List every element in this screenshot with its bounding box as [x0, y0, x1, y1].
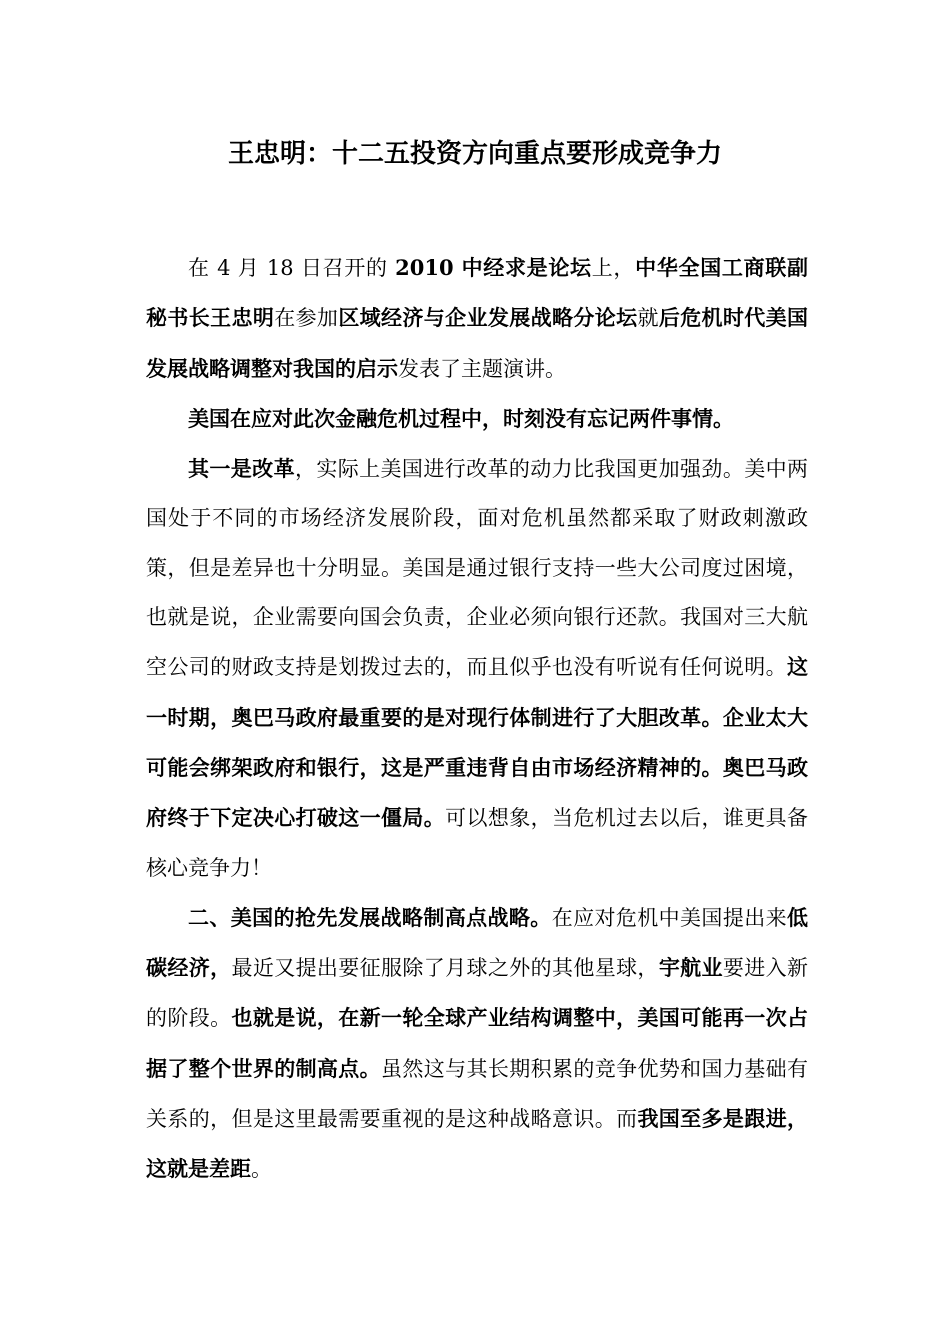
article-body	[146, 243, 808, 1195]
paragraph-1	[146, 243, 808, 394]
bold-text-run: 2010 中经求是论坛	[395, 255, 592, 280]
bold-text-run: 区域经济与企业发展战略分论坛	[338, 305, 638, 331]
paragraph-3	[146, 444, 808, 893]
text-run: 上，	[591, 256, 636, 280]
bold-text-run: 二、美国的抢先发展战略制高点战略。	[188, 904, 552, 930]
text-run: 发表了主题演讲。	[398, 356, 566, 381]
text-run: 最近又提出要征服除了月球之外的其他星球，	[231, 956, 659, 981]
bold-text-run: 其一是改革	[188, 456, 295, 482]
text-run: ，实际上美国进行改革的动力比我国更加强劲。美中两国处于不同的市场经济发展阶段，面对危机虽然都采取了财政刺激政策，但是差异也十分明显。美国是通过银行支持一些大公司度过困境，也就是说，企业需要向国会负责，企业必须向银行还款。我国对三大航空公司的财政支持是划拨过去的，而且似乎也没有听说有任何说明。	[146, 457, 809, 680]
bold-text-run: 这一时期，奥巴马政府最重要的是对现行体制进行了大胆改革。企业太大可能会绑架政府和银行，这是严重违背自由市场经济精神的。奥巴马政府终于下定决心打破这一僵局。	[146, 654, 808, 831]
text-run: 。	[251, 1157, 272, 1182]
text-run: 虽然这与其长期积累的竞争优势和国力基础有关系的，但是这里最需要重视的是这种战略意识。而	[146, 1056, 809, 1132]
bold-text-run: 宇航业	[658, 955, 723, 981]
text-run: 可以想象，当危机过去以后，谁更具备核心竞争力！	[146, 806, 809, 880]
bold-text-run: 后危机时代美国发展战略调整对我国的启示	[146, 305, 809, 381]
bold-text-run: 中华全国工商联副秘书长王忠明	[146, 255, 808, 331]
paragraph-4	[146, 893, 808, 1195]
text-run: 在应对危机中美国提出来	[551, 905, 788, 930]
document-title: 王忠明：十二五投资方向重点要形成竞争力	[227, 139, 722, 169]
text-run: 就	[637, 306, 659, 331]
bold-text-run: 低碳经济，	[146, 904, 809, 981]
bold-text-run: 美国在应对此次金融危机过程中，时刻没有忘记两件事情。	[188, 405, 734, 431]
paragraph-2	[146, 394, 808, 444]
text-run: 在参加	[274, 306, 339, 331]
text-run: 在 4 月 18 日召开的	[188, 256, 396, 280]
text-run: 要进入新的阶段。	[146, 956, 809, 1031]
bold-text-run: 我国至多是跟进，这就是差距	[146, 1106, 809, 1182]
bold-text-run: 也就是说，在新一轮全球产业结构调整中，美国可能再一次占据了整个世界的制高点。	[146, 1005, 808, 1081]
